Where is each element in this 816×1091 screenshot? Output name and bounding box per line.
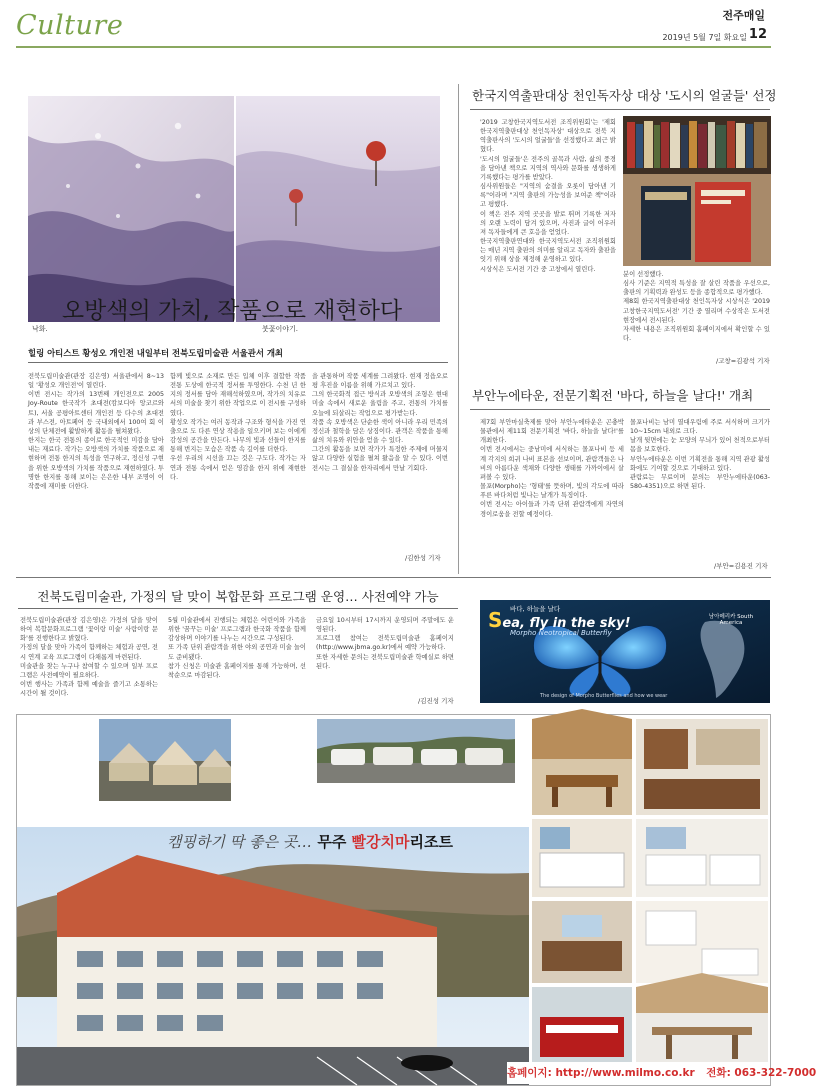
interior-photo-5 xyxy=(532,901,632,983)
book-column-right: 분이 선정했다. 심사 기준은 지역적 특성을 잘 살린 작품을 우선으로, 출판의 기획력과 완성도 등을 종합적으로 평가했다. 제8회 한국지역출판대상 천인독자상 시상식은 '2019 고창한국지역도서전' 기간 중 열리며 수상작은 도서전 현장에서 전시된다. 자세한 내용은 조직위원회 홈페이지에서 확인할 수 있다. xyxy=(623,271,770,343)
museum-headline: 전북도립미술관, 가정의 달 맞이 복합문화 프로그램 운영… 사전예약 가능 xyxy=(37,589,439,604)
artwork-photo-right xyxy=(236,96,440,322)
poster-footer: The design of Morpho Butterflies and how we wear xyxy=(540,693,668,699)
interior-photo-1 xyxy=(532,719,632,815)
art-subheadline: 힐링 아티스트 황성오 개인전 내일부터 전북도립미술관 서울관서 개최 xyxy=(28,348,284,358)
homepage-link[interactable]: http://www.milmo.co.kr xyxy=(555,1067,695,1079)
butterfly-poster xyxy=(480,600,770,703)
interior-photo-8 xyxy=(636,987,768,1067)
book-column-left: '2019 고창한국지역도서전 조직위원회'는 '제회 한국지역출판대상 천인독자상' 대상으로 전북 지역출판사의 '도시의 얼굴들'을 선정했다고 최근 밝혔다. '도시의 얼굴들'은 전주의 골목과 사람, 삶의 풍경을 담아낸 책으로 지역의 역사와 문화를 생생하게 기록했다는 평가를 받았다. 심사위원들은 "지역의 숨결을 오롯이 담아낸 기록"이라며 "지역 출판의 가능성을 보여준 책"이라고 평했다. 이 책은 전주 지역 곳곳을 발로 뛰며 기록한 저자의 오랜 노력이 담겨 있으며, 사진과 글이 어우러져 독자들에게 큰 호응을 얻었다. 한국지역출판연대와 한국지역도서전 조직위원회는 매년 지역 출판의 의미를 알리고 독자와 출판을 잇기 위해 상을 제정해 운영하고 있다. 시상식은 도서전 기간 중 고창에서 열린다. xyxy=(480,119,616,273)
artwork-caption-right: 붓꽃이야기. xyxy=(262,325,299,333)
artwork-caption-left: 낙화. xyxy=(32,325,48,333)
interior-photo-6 xyxy=(636,901,768,983)
contact-bar xyxy=(507,1062,816,1084)
museum-column-3: 금요일 10시부터 17시까지 운영되며 주말에도 운영된다. 프로그램 참여는 전북도립미술관 홈페이지(http://www.jbma.go.kr)에서 예약 가능하다. 또한 자세한 문의는 전북도립미술관 학예실로 하면 된다. xyxy=(316,617,454,670)
museum-headline-rule xyxy=(18,608,458,609)
art-subheadline-rule xyxy=(28,362,448,363)
artwork-photo-left xyxy=(28,96,234,322)
caravan-photo xyxy=(317,719,515,783)
mid-rule xyxy=(16,577,771,578)
art-headline: 오방색의 가치, 작품으로 재현하다 xyxy=(61,298,403,324)
poster-map-label: 남아메리카 South America xyxy=(708,614,754,626)
book-photo xyxy=(623,116,771,266)
section-title: Culture xyxy=(16,10,124,41)
art-column-3: 을 관통하며 작품 세계를 그려왔다. 현재 정읍오로 평 후진을 이름을 위해 가르치고 있다. 그의 한국화적 접근 방식과 오방색의 조형은 현대미술 속에서 새로운 울림을 주고, 전통의 가치를 오늘에 되살리는 작업으로 평가받는다. 작품 속 오방색은 단순한 색이 아니라 우리 민족의 정신과 철학을 담은 상징이다. 관객은 작품을 통해 삶의 치유와 위안을 얻을 수 있다. 그간의 활동을 보면 작가가 특정한 주제에 머물지 않고 다양한 실험을 펼쳐 왔음을 알 수 있다. 이번 전시는 그 결실을 한자리에서 만날 기회다. xyxy=(312,373,448,472)
art-column-1: 전북도립미술관(관장 김은영) 서울관에서 8~13일 '황성오 개인전'이 열린다. 이번 전시는 작가의 13번째 개인전으로 2005 Joy-Route 한국작가 초대전(캄보디아 앙코르와트), 서울 공평아트센터 개인전 등 다수의 초대전과 부스전, 아트페어 등 국내외에서 100여 회 이상의 단체전에 활발하게 활동을 펼쳐왔다. 한지는 한국 전통의 종이로 한국적인 미감을 담아내는 재료다. 작가는 오방색의 가치를 작품으로 재현하며 전통 한지의 특성을 연구하고, 정신성 구현을 위한 오방색의 가치를 작품으로 재현하였다. 투명한 한지를 통해 보이는 은은한 내부 조명이 이 작품에 재미를 더한다. xyxy=(28,373,164,490)
book-byline: /고창=김광석 기자 xyxy=(716,357,770,365)
interior-photo-2 xyxy=(636,719,768,815)
paper-name: 전주매일 xyxy=(722,9,765,22)
art-byline: /김한성 기자 xyxy=(405,554,441,562)
page-number: 12 xyxy=(748,27,767,42)
glamping-photo xyxy=(99,719,231,801)
interior-photo-7 xyxy=(532,987,632,1067)
book-headline: 한국지역출판대상 천인독자상 대상 '도시의 얼굴들' 선정 xyxy=(472,88,777,103)
masthead xyxy=(0,0,777,52)
resort-title xyxy=(167,831,453,852)
poster-subtitle-ko: 바다, 하늘을 날다 xyxy=(510,605,561,613)
poster-title-initial: S xyxy=(488,608,503,632)
museum-column-1: 전북도립미술관(관장 김은영)은 가정의 달을 맞이하여 복합문화프로그램 '꽃이랑 미술' 사람이랑 문화'를 진행한다고 밝혔다. 가정의 달을 맞아 가족이 함께하는 체험과 공연, 전시 연계 교육 프로그램이 다채롭게 마련된다. 미술관을 찾는 누구나 참여할 수 있으며 일부 프로그램은 사전예약이 필요하다. 이번 행사는 가족과 함께 예술을 즐기고 소통하는 시간이 될 것이다. xyxy=(20,617,158,698)
phone-number: 063-322-7000 xyxy=(734,1067,816,1079)
butterfly-headline-rule xyxy=(470,409,770,410)
butterfly-column-left: 제7회 부안마실축제를 맞아 부안누에타운은 곤충박물관에서 제11회 전문기획전 '바다, 하늘을 날다!'를 개최한다. 이번 전시에서는 중남미에 서식하는 몰포나비 등 세계 각지의 희귀 나비 표본을 선보이며, 관람객들은 나비의 아름다운 색채와 다양한 생태를 가까이에서 살펴볼 수 있다. 몰포(Morpho)는 '형태'를 뜻하며, 빛의 각도에 따라 푸른 바다처럼 빛나는 날개가 특징이다. 이번 전시는 아이들과 가족 단위 관람객에게 자연의 경이로움을 전할 예정이다. xyxy=(480,419,624,518)
butterfly-byline: /부안=김용진 기자 xyxy=(714,562,768,570)
museum-column-2: 5월 미술관에서 진행되는 체험은 어린이와 가족을 위한 '꿈꾸는 미술' 프로그램과 한국화 작품을 함께 감상하며 이야기를 나누는 시간으로 구성된다. 또 가족 단위 관람객을 위한 야외 공연과 미술 놀이도 준비됐다. 참가 신청은 미술관 홈페이지를 통해 가능하며, 선착순으로 마감된다. xyxy=(168,617,306,679)
resort-brand-prefix: 무주 xyxy=(317,833,352,851)
poster-subtitle-en: Morpho Neotropical Butterfly xyxy=(510,629,612,637)
masthead-rule xyxy=(16,46,771,48)
resort-brand-highlight: 빨강치마 xyxy=(351,833,410,851)
art-column-2: 함께 빛으로 소재로 만든 입체 이후 결합한 작품 전통 도상에 한국적 정서를 투영한다. 수천 년 한지의 정서를 담아 재해석하였으며, 작가의 치유로서의 미술을 찾기 위한 작업으로 이 전시를 구성하였다. 황성오 작가는 여러 동작과 구조와 형식을 가진 연출으로 도 다른 연상 작용을 일으키며 보는 이에게 감성의 공간을 만든다. 나무의 빛과 선들이 한지를 통해 번지는 모습은 작품 속 깊이를 더한다. 우선 우리의 시선을 끄는 것은 구도다. 작가는 자연과 전통 속에서 얻은 영감을 한지 위에 재현한다. xyxy=(170,373,306,481)
museum-byline: /김진성 기자 xyxy=(418,697,454,705)
book-headline-rule xyxy=(470,109,770,110)
resort-brand-suffix: 리조트 xyxy=(409,833,453,851)
butterfly-column-right: 몰포나비는 남미 열대우림에 주로 서식하며 크기가 10~15cm 내외로 크다. 날개 뒷면에는 눈 모양의 무늬가 있어 천적으로부터 몸을 보호한다. 부안누에타운은 이번 기획전을 통해 지역 관광 활성화에도 기여할 것으로 기대하고 있다. 관람료는 무료이며 문의는 부안누에타운(063-580-4351)으로 하면 된다. xyxy=(630,419,770,491)
resort-ad xyxy=(16,714,816,1086)
issue-date: 2019년 5월 7일 화요일 xyxy=(662,33,747,42)
phone-label: 전화: xyxy=(706,1067,735,1079)
resort-tagline: 캠핑하기 딱 좋은 곳… xyxy=(167,833,313,851)
poster-title-rest: ea, fly in the sky! xyxy=(502,616,631,631)
column-divider xyxy=(458,84,459,574)
interior-photo-4 xyxy=(532,819,632,897)
interior-photo-3 xyxy=(636,819,768,897)
homepage-label: 홈페이지: xyxy=(507,1067,556,1079)
resort-building-photo xyxy=(17,827,529,1085)
butterfly-headline: 부안누에타운, 전문기획전 '바다, 하늘을 날다!' 개최 xyxy=(472,388,754,403)
